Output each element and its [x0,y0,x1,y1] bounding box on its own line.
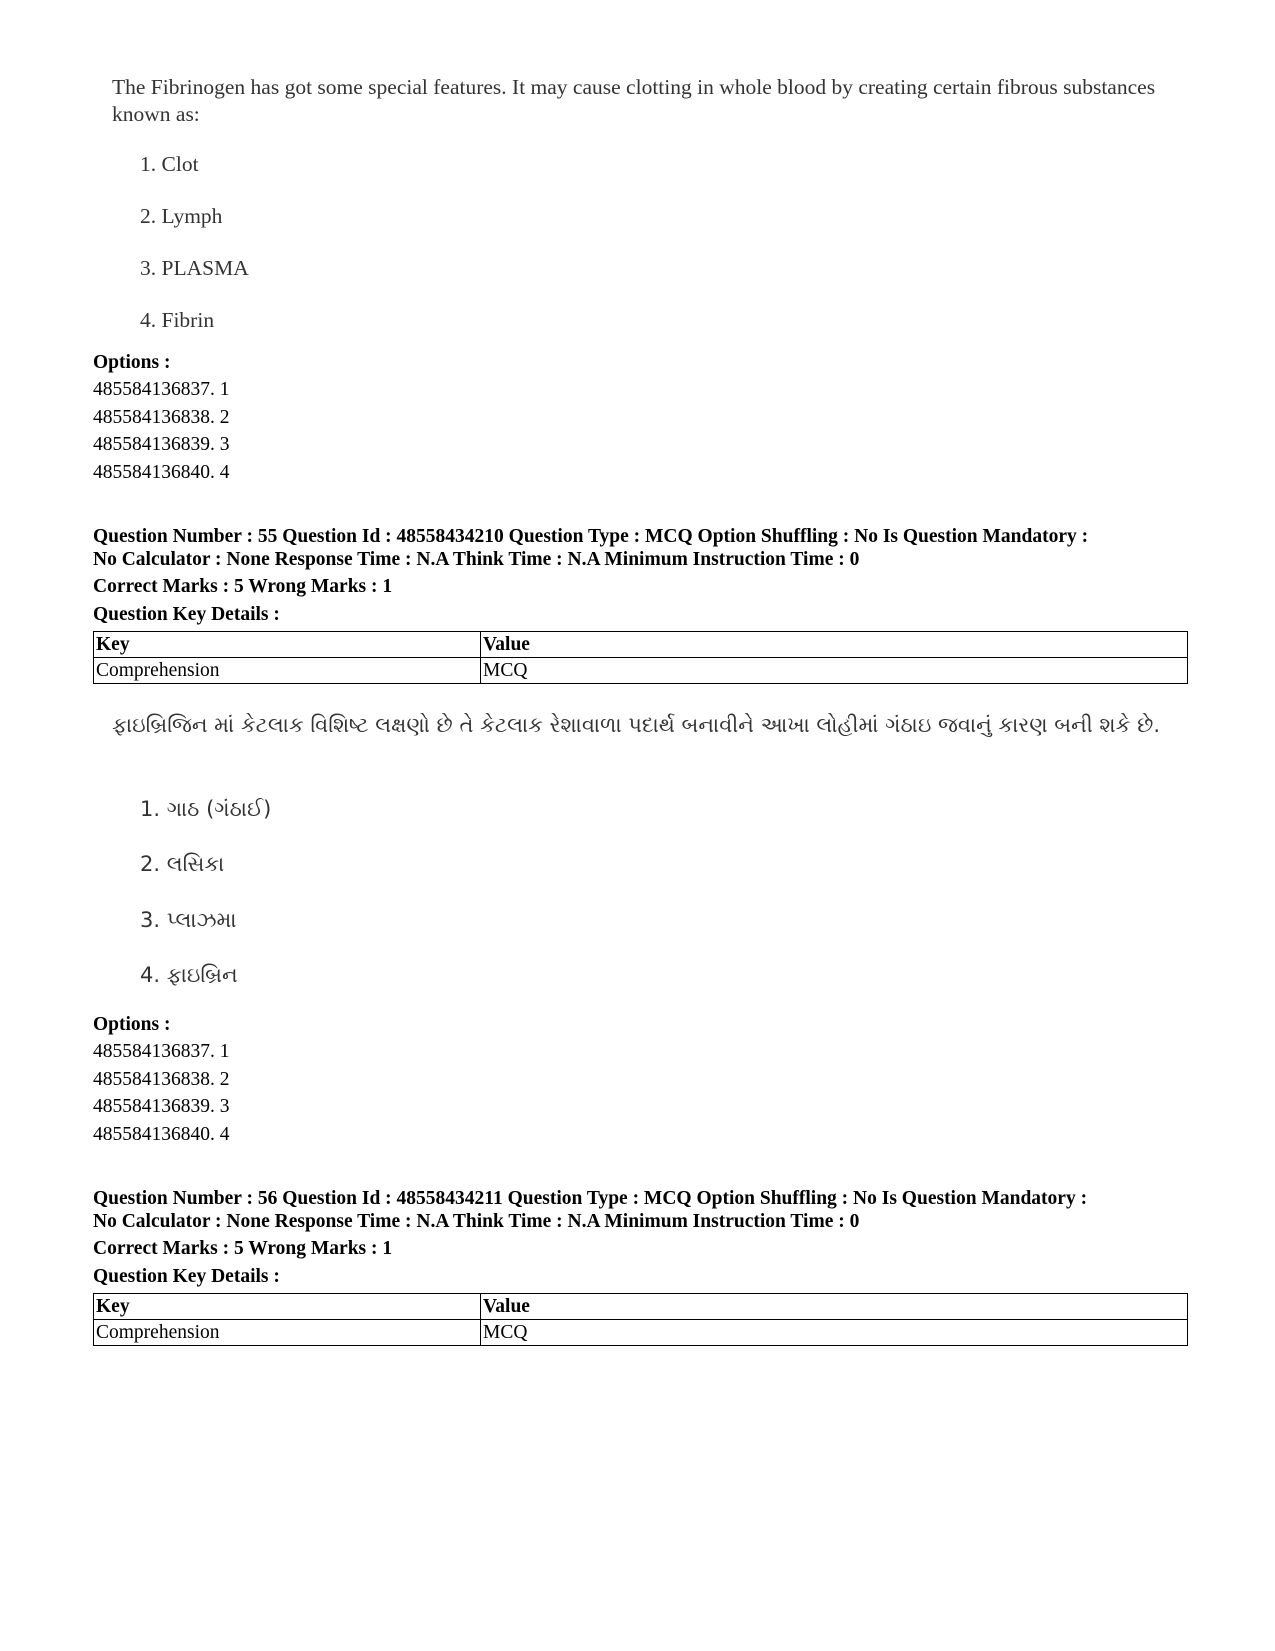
option-item: 485584136837. 1 [93,1041,230,1062]
question-meta-line-2: No Calculator : None Response Time : N.A Think Time : N.A Minimum Instruction Time : 0 [93,1211,860,1232]
marks-line: Correct Marks : 5 Wrong Marks : 1 [93,576,393,597]
option-item: 485584136840. 4 [93,462,230,483]
table-cell-key: Comprehension [94,658,481,684]
options-label: Options : [93,352,171,373]
key-details-table [93,1293,1188,1346]
option-item: 485584136840. 4 [93,1124,230,1145]
table-header-row [94,632,1188,658]
option-item: 485584136839. 3 [93,434,230,455]
table-cell-value: MCQ [481,658,1188,684]
key-details-label: Question Key Details : [93,1266,280,1287]
key-details-label: Question Key Details : [93,604,280,625]
question-text: The Fibrinogen has got some special features. It may cause clotting in whole blood by creating certain fibrous substances known as: [112,75,1156,126]
question-choice-3: 3. પ્લાઝમા [140,908,237,932]
question-choice-3: 3. PLASMA [140,256,249,280]
question-choice-2: 2. Lymph [140,204,223,228]
table-header-row [94,1294,1188,1320]
option-item: 485584136838. 2 [93,1069,230,1090]
table-header-value: Value [481,632,1188,658]
question-choice-4: 4. ફાઇબ્રિન [140,963,238,987]
table-header-value: Value [481,1294,1188,1320]
question-choice-2: 2. લસિકા [140,852,225,876]
key-details-table [93,631,1188,684]
question-choice-1: 1. Clot [140,152,199,176]
question-text-gujarati: ફાઇબ્રિજિન માં કેટલાક વિશિષ્ટ લક્ષણો છે તે કેટલાક રેશાવાળા પદાર્થ બનાવીને આખા લોહીમાં ગંઠાઇ જવાનું કારણ બની શકે છે. [112,713,1161,737]
question-meta-line-1: Question Number : 56 Question Id : 48558434211 Question Type : MCQ Option Shuffling : No Is Question Mandatory : [93,1188,1088,1209]
question-choice-4: 4. Fibrin [140,308,215,332]
table-header-key: Key [94,1294,481,1320]
question-meta-line-1: Question Number : 55 Question Id : 48558434210 Question Type : MCQ Option Shuffling : No Is Question Mandatory : [93,526,1089,547]
marks-line: Correct Marks : 5 Wrong Marks : 1 [93,1238,393,1259]
table-header-key: Key [94,632,481,658]
table-cell-key: Comprehension [94,1320,481,1346]
table-row [94,1320,1188,1346]
options-label: Options : [93,1014,171,1035]
option-item: 485584136839. 3 [93,1096,230,1117]
option-item: 485584136837. 1 [93,379,230,400]
question-meta-line-2: No Calculator : None Response Time : N.A Think Time : N.A Minimum Instruction Time : 0 [93,549,860,570]
table-row [94,658,1188,684]
option-item: 485584136838. 2 [93,407,230,428]
question-choice-1: 1. ગાઠ (ગંઠાઈ) [140,797,272,821]
table-cell-value: MCQ [481,1320,1188,1346]
